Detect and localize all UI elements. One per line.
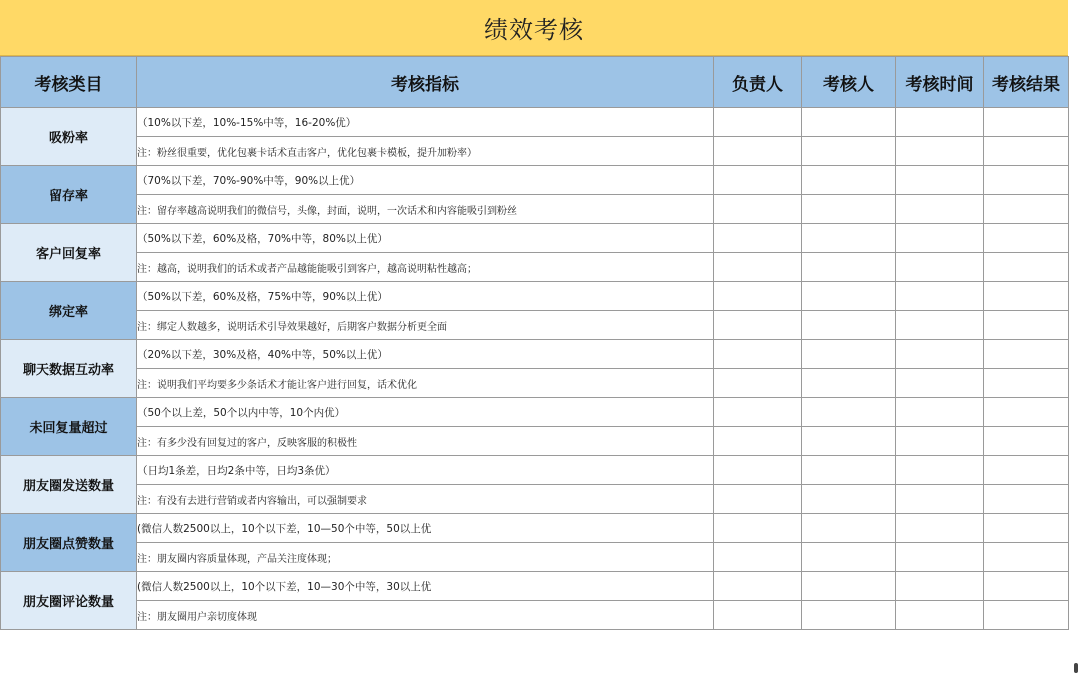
assessor-cell[interactable]	[802, 369, 896, 398]
time-cell[interactable]	[896, 311, 984, 340]
category-cell[interactable]: 客户回复率	[1, 224, 137, 282]
owner-cell[interactable]	[714, 398, 802, 427]
header-owner[interactable]: 负责人	[714, 57, 802, 108]
table-row	[1, 340, 1069, 369]
time-cell[interactable]	[896, 456, 984, 485]
category-cell[interactable]: 吸粉率	[1, 108, 137, 166]
indicator-cell[interactable]: （50%以下差，60%及格，75%中等，90%以上优）	[137, 282, 714, 311]
scroll-indicator	[1074, 663, 1078, 673]
table-row	[1, 543, 1069, 572]
result-cell[interactable]	[984, 601, 1069, 630]
result-cell[interactable]	[984, 108, 1069, 137]
table-row	[1, 514, 1069, 543]
table-row	[1, 108, 1069, 137]
result-cell[interactable]	[984, 398, 1069, 427]
owner-cell[interactable]	[714, 456, 802, 485]
table-row	[1, 195, 1069, 224]
table-row	[1, 601, 1069, 630]
assessor-cell[interactable]	[802, 253, 896, 282]
assessor-cell[interactable]	[802, 282, 896, 311]
note-cell[interactable]: 注：有没有去进行营销或者内容输出，可以强制要求	[137, 485, 714, 514]
time-cell[interactable]	[896, 427, 984, 456]
owner-cell[interactable]	[714, 108, 802, 137]
indicator-cell[interactable]: （50个以上差，50个以内中等，10个内优）	[137, 398, 714, 427]
note-cell[interactable]: 注：朋友圈用户亲切度体现	[137, 601, 714, 630]
assessor-cell[interactable]	[802, 514, 896, 543]
assessor-cell[interactable]	[802, 224, 896, 253]
note-cell[interactable]: 注：粉丝很重要，优化包裹卡话术直击客户，优化包裹卡模板，提升加粉率）	[137, 137, 714, 166]
header-result[interactable]: 考核结果	[984, 57, 1069, 108]
assessor-cell[interactable]	[802, 485, 896, 514]
category-cell[interactable]: 朋友圈点赞数量	[1, 514, 137, 572]
owner-cell[interactable]	[714, 427, 802, 456]
indicator-cell[interactable]: (微信人数2500以上，10个以下差，10—50个中等，50以上优	[137, 514, 714, 543]
result-cell[interactable]	[984, 369, 1069, 398]
result-cell[interactable]	[984, 456, 1069, 485]
result-cell[interactable]	[984, 485, 1069, 514]
assessor-cell[interactable]	[802, 195, 896, 224]
note-cell[interactable]: 注：越高，说明我们的话术或者产品越能能吸引到客户，越高说明粘性越高；	[137, 253, 714, 282]
time-cell[interactable]	[896, 108, 984, 137]
table-row	[1, 572, 1069, 601]
header-category[interactable]: 考核类目	[1, 57, 137, 108]
owner-cell[interactable]	[714, 224, 802, 253]
table-row	[1, 369, 1069, 398]
header-assessor[interactable]: 考核人	[802, 57, 896, 108]
table-row	[1, 137, 1069, 166]
owner-cell[interactable]	[714, 166, 802, 195]
indicator-cell[interactable]: （20%以下差，30%及格，40%中等，50%以上优）	[137, 340, 714, 369]
time-cell[interactable]	[896, 572, 984, 601]
note-cell[interactable]: 注：绑定人数越多，说明话术引导效果越好，后期客户数据分析更全面	[137, 311, 714, 340]
category-cell[interactable]: 留存率	[1, 166, 137, 224]
owner-cell[interactable]	[714, 485, 802, 514]
category-cell[interactable]: 朋友圈发送数量	[1, 456, 137, 514]
time-cell[interactable]	[896, 166, 984, 195]
assessor-cell[interactable]	[802, 108, 896, 137]
assessor-cell[interactable]	[802, 543, 896, 572]
assessor-cell[interactable]	[802, 311, 896, 340]
result-cell[interactable]	[984, 543, 1069, 572]
owner-cell[interactable]	[714, 253, 802, 282]
result-cell[interactable]	[984, 282, 1069, 311]
owner-cell[interactable]	[714, 340, 802, 369]
table-row	[1, 311, 1069, 340]
assessor-cell[interactable]	[802, 456, 896, 485]
category-cell[interactable]: 未回复量超过	[1, 398, 137, 456]
table-row	[1, 398, 1069, 427]
owner-cell[interactable]	[714, 543, 802, 572]
sheet-title-bar	[0, 0, 1068, 56]
result-cell[interactable]	[984, 572, 1069, 601]
result-cell[interactable]	[984, 514, 1069, 543]
result-cell[interactable]	[984, 195, 1069, 224]
assessor-cell[interactable]	[802, 601, 896, 630]
owner-cell[interactable]	[714, 601, 802, 630]
note-cell[interactable]: 注：有多少没有回复过的客户，反映客服的积极性	[137, 427, 714, 456]
owner-cell[interactable]	[714, 195, 802, 224]
assessor-cell[interactable]	[802, 398, 896, 427]
result-cell[interactable]	[984, 166, 1069, 195]
category-cell[interactable]: 聊天数据互动率	[1, 340, 137, 398]
note-cell[interactable]: 注：说明我们平均要多少条话术才能让客户进行回复，话术优化	[137, 369, 714, 398]
table-row	[1, 456, 1069, 485]
header-time[interactable]: 考核时间	[896, 57, 984, 108]
assessment-table	[0, 56, 1069, 630]
table-row	[1, 485, 1069, 514]
indicator-cell[interactable]: （日均1条差，日均2条中等，日均3条优）	[137, 456, 714, 485]
table-row	[1, 427, 1069, 456]
table-row	[1, 224, 1069, 253]
result-cell[interactable]	[984, 311, 1069, 340]
note-cell[interactable]: 注：朋友圈内容质量体现，产品关注度体现；	[137, 543, 714, 572]
table-row	[1, 282, 1069, 311]
result-cell[interactable]	[984, 427, 1069, 456]
time-cell[interactable]	[896, 195, 984, 224]
time-cell[interactable]	[896, 514, 984, 543]
time-cell[interactable]	[896, 253, 984, 282]
owner-cell[interactable]	[714, 137, 802, 166]
assessor-cell[interactable]	[802, 166, 896, 195]
assessor-cell[interactable]	[802, 340, 896, 369]
time-cell[interactable]	[896, 398, 984, 427]
result-cell[interactable]	[984, 224, 1069, 253]
time-cell[interactable]	[896, 340, 984, 369]
table-row	[1, 166, 1069, 195]
note-cell[interactable]: 注：留存率越高说明我们的微信号，头像，封面，说明，一次话术和内容能吸引到粉丝	[137, 195, 714, 224]
assessor-cell[interactable]	[802, 137, 896, 166]
result-cell[interactable]	[984, 340, 1069, 369]
indicator-cell[interactable]: （50%以下差，60%及格，70%中等，80%以上优）	[137, 224, 714, 253]
time-cell[interactable]	[896, 485, 984, 514]
owner-cell[interactable]	[714, 369, 802, 398]
time-cell[interactable]	[896, 282, 984, 311]
header-indicator[interactable]: 考核指标	[137, 57, 714, 108]
indicator-cell[interactable]: （70%以下差，70%-90%中等，90%以上优）	[137, 166, 714, 195]
assessor-cell[interactable]	[802, 572, 896, 601]
time-cell[interactable]	[896, 543, 984, 572]
time-cell[interactable]	[896, 601, 984, 630]
time-cell[interactable]	[896, 137, 984, 166]
owner-cell[interactable]	[714, 311, 802, 340]
header-row	[1, 57, 1069, 108]
table-row	[1, 253, 1069, 282]
result-cell[interactable]	[984, 137, 1069, 166]
indicator-cell[interactable]: （10%以下差，10%-15%中等，16-20%优）	[137, 108, 714, 137]
category-cell[interactable]: 朋友圈评论数量	[1, 572, 137, 630]
category-cell[interactable]: 绑定率	[1, 282, 137, 340]
owner-cell[interactable]	[714, 282, 802, 311]
time-cell[interactable]	[896, 224, 984, 253]
time-cell[interactable]	[896, 369, 984, 398]
sheet-title: 绩效考核	[484, 16, 584, 44]
owner-cell[interactable]	[714, 514, 802, 543]
assessor-cell[interactable]	[802, 427, 896, 456]
result-cell[interactable]	[984, 253, 1069, 282]
indicator-cell[interactable]: (微信人数2500以上，10个以下差，10—30个中等，30以上优	[137, 572, 714, 601]
owner-cell[interactable]	[714, 572, 802, 601]
